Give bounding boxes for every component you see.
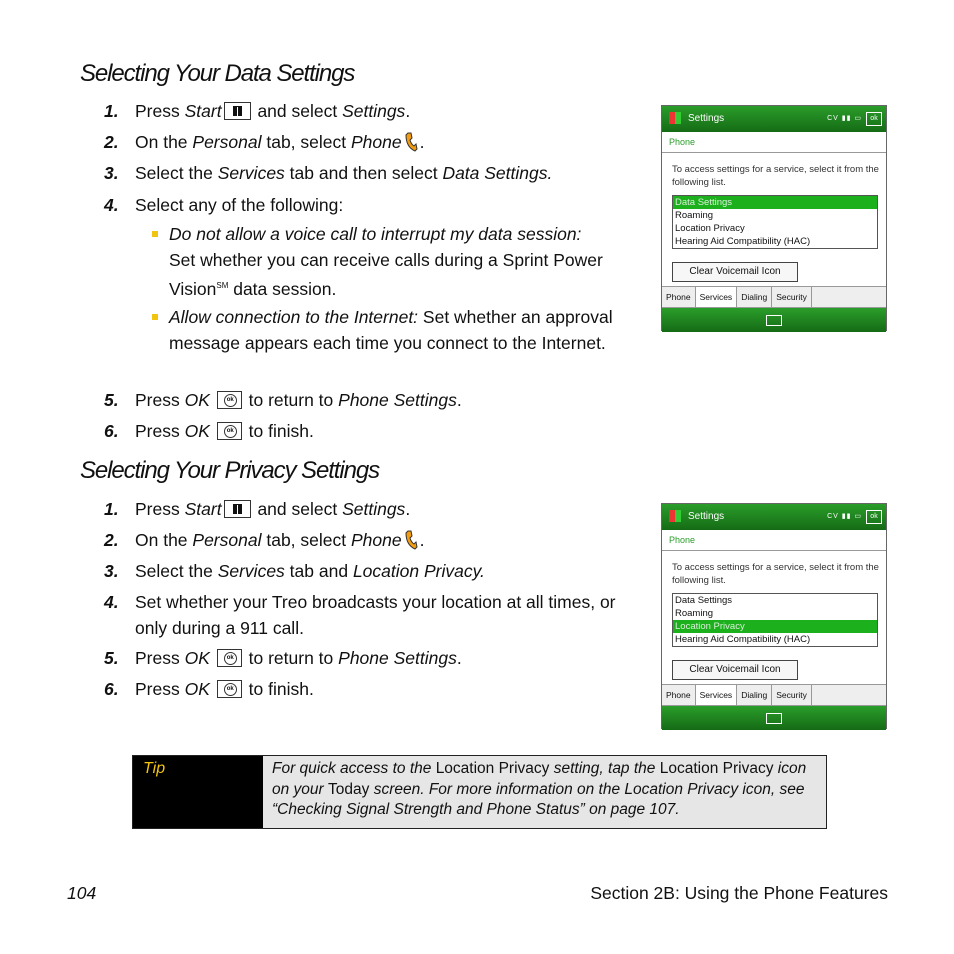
device-softkey-bar — [662, 308, 886, 332]
bullet-marker — [152, 314, 158, 320]
start-icon — [224, 102, 251, 120]
device-tabs: Phone Services Dialing Security — [662, 684, 886, 706]
tip-label: Tip — [133, 756, 263, 828]
section-title: Selecting Your Privacy Settings — [80, 457, 379, 484]
phone-icon — [404, 131, 418, 153]
phone-settings-screenshot: Settings CV ▮▮ ▭ ok Phone To access settings for a service, select it from the following list. Data Settings Roaming Location Privacy Hearing Aid Compatibility (HAC) Clear Voicemail Icon Phone Services Dialing Security — [661, 503, 887, 729]
ok-key-icon — [217, 391, 242, 409]
page-number: 104 — [67, 883, 97, 903]
service-list: Data Settings Roaming Location Privacy Hearing Aid Compatibility (HAC) — [672, 195, 878, 249]
start-flag-icon — [669, 510, 681, 522]
device-tabs: Phone Services Dialing Security — [662, 286, 886, 308]
ok-key-icon — [217, 422, 242, 440]
tip-box — [132, 755, 827, 829]
start-flag-icon — [669, 112, 681, 124]
ok-key-icon — [217, 649, 242, 667]
keyboard-icon — [766, 713, 782, 724]
section-title: Selecting Your Data Settings — [80, 60, 355, 87]
bullet-marker — [152, 231, 158, 237]
clear-voicemail-button: Clear Voicemail Icon — [672, 660, 798, 680]
start-icon — [224, 500, 251, 518]
service-list: Data Settings Roaming Location Privacy Hearing Aid Compatibility (HAC) — [672, 593, 878, 647]
phone-settings-screenshot: Settings CV ▮▮ ▭ ok Phone To access settings for a service, select it from the following list. Data Settings Roaming Location Privacy Hearing Aid Compatibility (HAC) Clear Voicemail Icon Phone Services Dialing Security — [661, 105, 887, 331]
clear-voicemail-button: Clear Voicemail Icon — [672, 262, 798, 282]
tip-text: For quick access to the Location Privacy setting, tap the Location Privacy icon on your Today screen. For more information on the Location Privacy icon, see “Checking Signal Strength and Phone Status” on page 107. — [263, 756, 826, 828]
device-title-bar: Settings CV ▮▮ ▭ ok — [662, 504, 886, 530]
device-title-bar: Settings CV ▮▮ ▭ ok — [662, 106, 886, 132]
device-softkey-bar — [662, 706, 886, 730]
section-footer: Section 2B: Using the Phone Features — [590, 883, 888, 903]
keyboard-icon — [766, 315, 782, 326]
ok-key-icon — [217, 680, 242, 698]
phone-icon — [404, 529, 418, 551]
